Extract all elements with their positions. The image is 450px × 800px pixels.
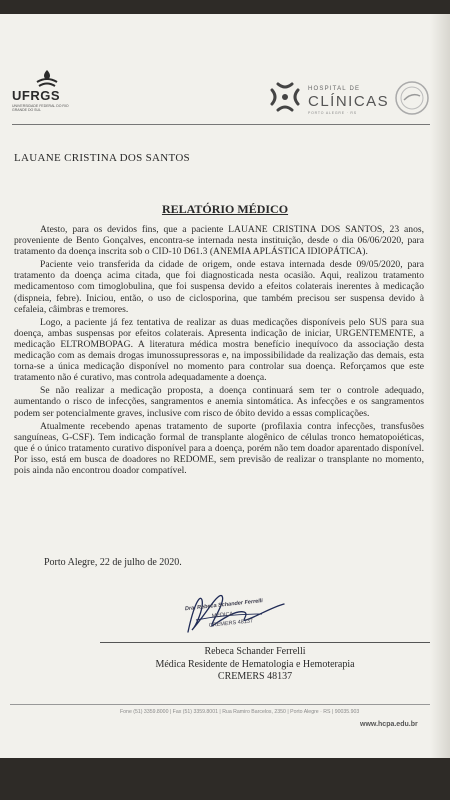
signer-role: Médica Residente de Hematologia e Hemoterapia: [155, 658, 355, 670]
signer-block: [100, 646, 410, 684]
ufrgs-name: UFRGS: [12, 88, 60, 103]
hospital-name-line2: CLÍNICAS: [308, 93, 390, 110]
document-page: [0, 14, 450, 758]
footer-divider: [10, 704, 430, 705]
patient-name: LAUANE CRISTINA DOS SANTOS: [14, 152, 190, 164]
signer-name: Rebeca Schander Ferrelli: [204, 646, 306, 657]
report-paragraph: Logo, a paciente já fez tentativa de realizar as duas medicações disponíveis pelo SUS para sua doença, ambas suspensas por efeitos colaterais. Apresenta indicação de iniciar, URGENTEMENTE, a medicação ELTROMBOPAG. A literatura médica mostra benefício inequívoco da associação desta medicação com as demais drogas imunossupressoras e, na impossibilidade da realização das demais, esta torna-se a única medicação disponível no momento para controlar sua doença. Reforçamos que este tratamento não é curativo, mas controla adequadamente a doença.: [14, 316, 424, 384]
report-paragraph: Paciente veio transferida da cidade de origem, onde estava internada desde 09/05/2020, para tratamento da doença acima citada, que foi diagnosticada nesta ocasião. Aqui, realizou tratamento medicamentoso com timoglobulina, que foi suspensa devido a efeitos colaterais inerentes à medicação (dispneia, febre). Iniciou, então, o uso de ciclosporina, que também precisou ser suspensa devido à cefaleia, câimbras e tremores.: [14, 259, 424, 315]
hospital-name-line1: HOSPITAL DE: [308, 86, 361, 92]
footer-website: www.hcpa.edu.br: [360, 721, 418, 728]
page-shadow-edge: [430, 14, 450, 758]
stamp-role: MÉDICA: [211, 611, 234, 620]
header-divider: [12, 124, 430, 125]
report-paragraph: Se não realizar a medicação proposta, a doença continuará sem ter o controle adequado, aumentando o risco de infecções, sangramentos e anemia sintomática. As infecções e os sangramentos podem ser potencialmente graves, inclusive com risco de óbito devido a essas complicações.: [14, 385, 424, 419]
report-paragraph: Atesto, para os devidos fins, que a paciente LAUANE CRISTINA DOS SANTOS, 23 anos, proveniente de Bento Gonçalves, encontra-se internada nesta instituição, desde o dia 06/06/2020, para tratamento da doença inscrita sob o CID-10 D61.3 (ANEMIA APLÁSTICA IDIOPÁTICA).: [14, 224, 424, 258]
document-title: RELATÓRIO MÉDICO: [161, 202, 289, 216]
certification-seal-icon: [394, 80, 430, 116]
signer-registration: CREMERS 48137: [217, 671, 293, 682]
stamp-name: Dra. Rebeca Schander Ferrelli: [184, 598, 264, 613]
hospital-cross-icon: [268, 80, 302, 114]
doctor-stamp: [184, 586, 289, 646]
stamp-crm: CREMERS 48137: [208, 618, 254, 629]
date-line: Porto Alegre, 22 de julho de 2020.: [44, 557, 182, 568]
ufrgs-subtitle: UNIVERSIDADE FEDERAL DO RIO GRANDE DO SUL: [12, 104, 69, 112]
footer-contact: Fone (51) 3359.8000 | Fax (51) 3359.8001 | Rua Ramiro Barcelos, 2350 | Porto Alegre · RS | 90035.903: [120, 709, 360, 715]
signature-line: [100, 642, 430, 643]
report-paragraph: Atualmente recebendo apenas tratamento de suporte (profilaxia contra infecções, transfusões sanguíneas, G-CSF). Tem indicação formal de transplante alogênico de células tronco hematopoiéticas, que é o único tratamento curativo disponível para a doença, porém não tem doador aparentado disponível. Por isso, está em busca de doadores no REDOME, sem previsão de realizar o transplante no momento, pois ainda não encontrou doador compatível.: [14, 420, 424, 476]
ufrgs-flame-icon: [34, 68, 60, 90]
hospital-logo: [268, 80, 388, 120]
hospital-name-line3: PORTO ALEGRE · RS: [308, 111, 357, 115]
report-body: [14, 224, 424, 478]
